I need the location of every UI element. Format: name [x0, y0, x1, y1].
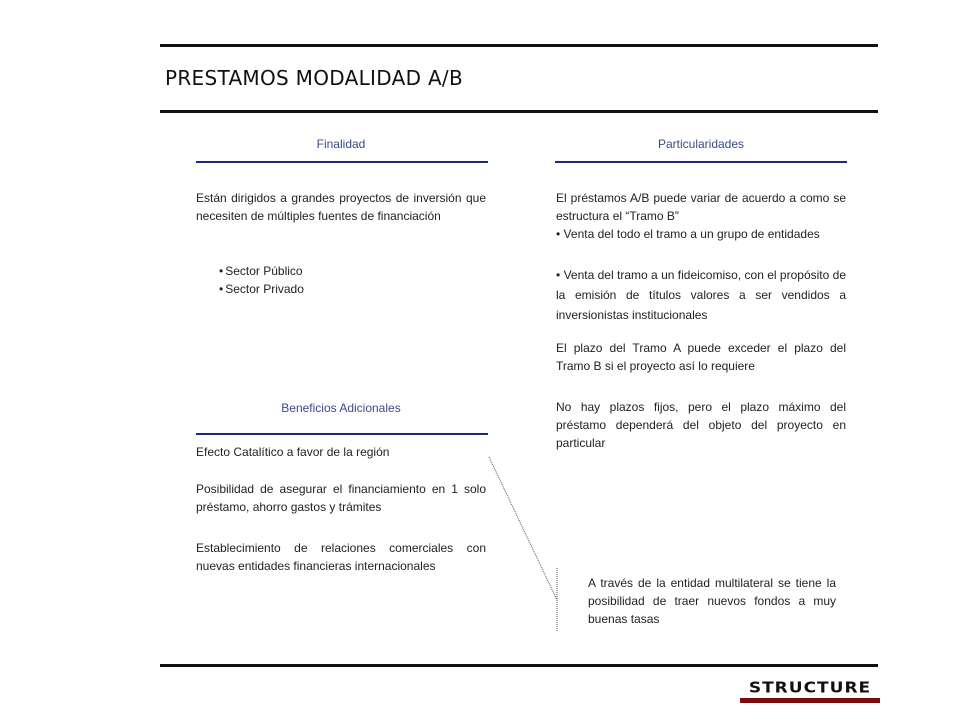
particularidades-bullet-2-text: Venta del tramo a un fideicomiso, con el propósito de la emisión de títulos valores a ser vendidos a inversionistas institucionales [556, 268, 847, 322]
logo-bar [740, 698, 880, 703]
structure-logo [740, 678, 880, 704]
bottom-rule [160, 664, 878, 667]
beneficios-item-3: Establecimiento de relaciones comerciales con nuevas entidades financieras internacionales [196, 541, 486, 573]
particularidades-bullet-1-text: Venta del todo el tramo a un grupo de entidades [563, 227, 820, 241]
callout-text: A través de la entidad multilateral se tiene la posibilidad de traer nuevos fondos a muy buenas tasas [588, 576, 836, 626]
finalidad-heading: Finalidad [316, 137, 366, 151]
logo-text: STRUCTURE [748, 679, 872, 697]
bullet-dot: • [556, 227, 564, 241]
beneficios-item-1: Efecto Catalítico a favor de la región [196, 445, 390, 459]
page-title: PRESTAMOS MODALIDAD A/B [165, 66, 463, 90]
particularidades-intro: El préstamos A/B puede variar de acuerdo a como se estructura el “Tramo B” [556, 191, 846, 223]
finalidad-bullet-2: • Sector Privado [219, 280, 304, 298]
beneficios-heading: Beneficios Adicionales [281, 401, 401, 415]
bullet-dot: • [556, 268, 564, 282]
particularidades-plazos-fijos: No hay plazos fijos, pero el plazo máximo del préstamo dependerá del objeto del proyecto en particular [556, 400, 846, 450]
particularidades-plazo: El plazo del Tramo A puede exceder el plazo del Tramo B si el proyecto así lo requiere [556, 341, 846, 373]
particularidades-heading: Particularidades [657, 137, 745, 151]
diagonal-connector [489, 457, 557, 600]
beneficios-item-2: Posibilidad de asegurar el financiamiento en 1 solo préstamo, ahorro gastos y trámites [196, 482, 486, 514]
finalidad-intro: Están dirigidos a grandes proyectos de inversión que necesiten de múltiples fuentes de financiación [196, 191, 486, 223]
finalidad-bullet-1: • Sector Público [219, 262, 303, 280]
